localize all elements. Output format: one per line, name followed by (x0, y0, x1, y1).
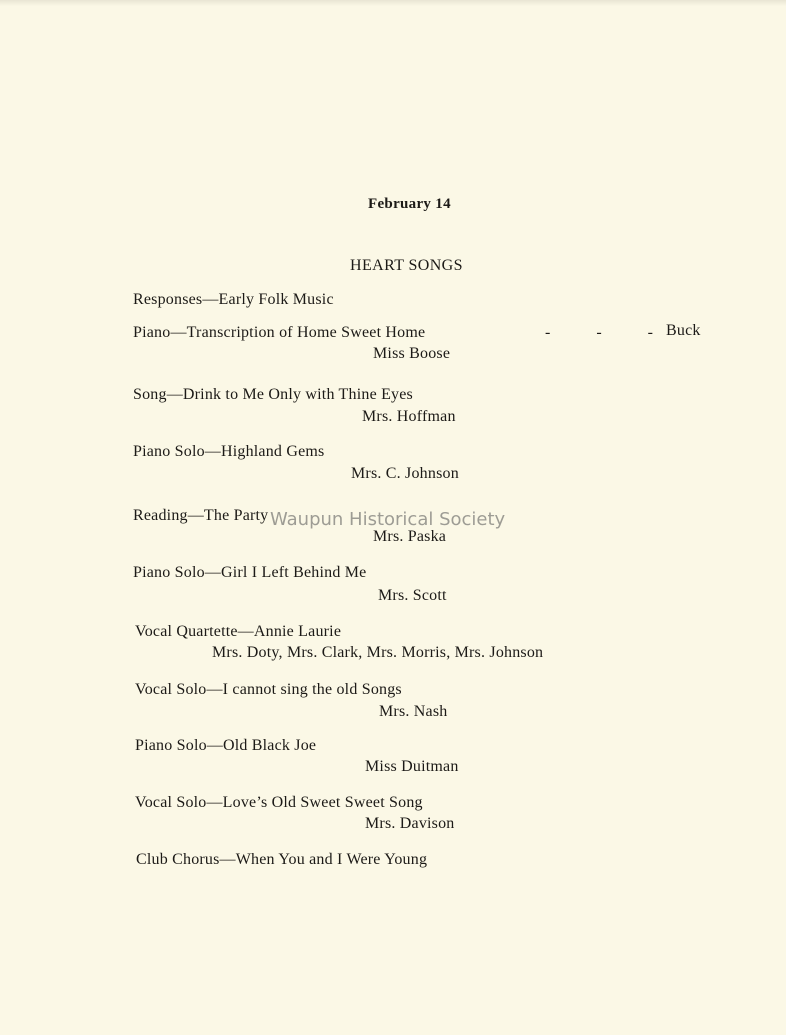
performer-name: Miss Duitman (365, 758, 459, 775)
performer-name: Miss Boose (373, 345, 451, 362)
performer-name: Mrs. Nash (379, 703, 448, 720)
leader-dashes: - - - (545, 324, 653, 341)
program-item: Piano Solo—Highland Gems (133, 443, 325, 460)
performer-name: Mrs. Hoffman (362, 408, 456, 425)
program-item: Piano Solo—Old Black Joe (135, 737, 317, 754)
program-date: February 14 (368, 196, 451, 212)
program-item: Vocal Quartette—Annie Laurie (135, 623, 342, 640)
performer-name: Mrs. Davison (365, 815, 455, 832)
performer-name: Mrs. Paska (373, 528, 447, 545)
program-item: Song—Drink to Me Only with Thine Eyes (133, 386, 413, 403)
program-item: Responses—Early Folk Music (133, 291, 334, 308)
program-item: Piano Solo—Girl I Left Behind Me (133, 564, 367, 581)
page-edge (0, 0, 786, 6)
program-item: Vocal Solo—I cannot sing the old Songs (135, 681, 402, 698)
performer-name: Mrs. Scott (378, 587, 447, 604)
performer-name: Mrs. Doty, Mrs. Clark, Mrs. Morris, Mrs. Johnson (212, 644, 544, 661)
program-item: Reading—The Party (133, 507, 269, 524)
program-item: Club Chorus—When You and I Were Young (136, 851, 428, 868)
composer-name: Buck (666, 322, 701, 339)
program-item: Vocal Solo—Love’s Old Sweet Sweet Song (135, 794, 423, 811)
program-title: HEART SONGS (350, 257, 463, 274)
watermark-text: Waupun Historical Society (270, 509, 506, 530)
program-item: Piano—Transcription of Home Sweet Home (133, 324, 426, 341)
performer-name: Mrs. C. Johnson (351, 465, 459, 482)
